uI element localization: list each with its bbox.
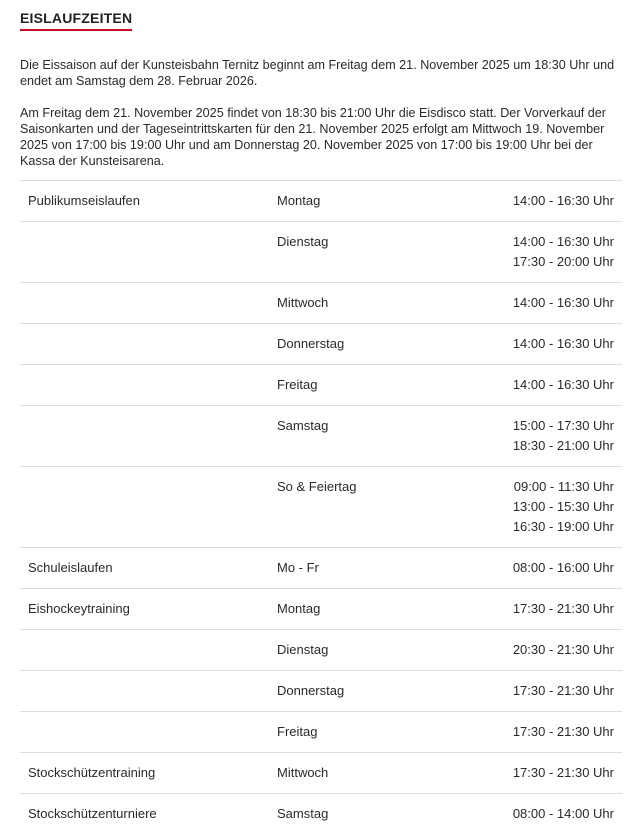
time-cell xyxy=(485,406,622,467)
time-range: 20:30 - 21:30 Uhr xyxy=(493,640,614,660)
day-cell: Dienstag xyxy=(269,630,485,671)
time-cell xyxy=(485,467,622,548)
activity-cell: Schuleislaufen xyxy=(20,548,269,589)
time-range: 14:00 - 16:30 Uhr xyxy=(493,232,614,252)
time-range: 08:00 - 14:00 Uhr xyxy=(493,804,614,824)
time-cell xyxy=(485,324,622,365)
time-cell xyxy=(485,753,622,794)
time-range: 14:00 - 16:30 Uhr xyxy=(493,293,614,313)
day-cell: Samstag xyxy=(269,406,485,467)
intro-paragraph-season: Die Eissaison auf der Kunsteisbahn Ternitz beginnt am Freitag dem 21. November 2025 um 18:30 Uhr und endet am Samstag dem 28. Februar 2026. xyxy=(20,57,622,89)
time-range: 16:30 - 19:00 Uhr xyxy=(493,517,614,537)
page-content xyxy=(20,10,622,169)
activity-cell xyxy=(20,283,269,324)
table-row xyxy=(20,630,622,671)
time-range: 14:00 - 16:30 Uhr xyxy=(493,375,614,395)
day-cell: Donnerstag xyxy=(269,324,485,365)
time-cell xyxy=(485,630,622,671)
table-row xyxy=(20,365,622,406)
time-range: 17:30 - 20:00 Uhr xyxy=(493,252,614,272)
activity-cell xyxy=(20,712,269,753)
intro-text xyxy=(20,57,622,169)
activity-cell: Stockschützentraining xyxy=(20,753,269,794)
time-cell xyxy=(485,671,622,712)
time-cell xyxy=(485,548,622,589)
activity-cell xyxy=(20,324,269,365)
time-range: 14:00 - 16:30 Uhr xyxy=(493,334,614,354)
time-range: 13:00 - 15:30 Uhr xyxy=(493,497,614,517)
table-row xyxy=(20,222,622,283)
activity-cell xyxy=(20,222,269,283)
activity-cell: Stockschützenturniere xyxy=(20,794,269,834)
day-cell: Samstag xyxy=(269,794,485,834)
day-cell: Mittwoch xyxy=(269,753,485,794)
intro-paragraph-presale: Am Freitag dem 21. November 2025 findet von 18:30 bis 21:00 Uhr die Eisdisco statt. Der Vorverkauf der Saisonkarten und der Tageseintrittskarten für den 21. November 2025 erfolgt am Mittwoch 19. November 2025 von 17:00 bis 19:00 Uhr und am Donnerstag 20. November 2025 von 17:00 bis 19:00 Uhr bei der Kassa der Kunsteisarena. xyxy=(20,105,622,169)
day-cell: Dienstag xyxy=(269,222,485,283)
time-range: 14:00 - 16:30 Uhr xyxy=(493,191,614,211)
table-row xyxy=(20,406,622,467)
page-title: EISLAUFZEITEN xyxy=(20,10,132,31)
day-cell: Freitag xyxy=(269,712,485,753)
activity-cell xyxy=(20,365,269,406)
day-cell: Mittwoch xyxy=(269,283,485,324)
table-row xyxy=(20,753,622,794)
activity-cell xyxy=(20,467,269,548)
day-cell: Mo - Fr xyxy=(269,548,485,589)
table-row xyxy=(20,181,622,222)
day-cell: Montag xyxy=(269,589,485,630)
time-cell xyxy=(485,283,622,324)
activity-cell: Eishockeytraining xyxy=(20,589,269,630)
day-cell: So & Feiertag xyxy=(269,467,485,548)
table-row xyxy=(20,548,622,589)
time-cell xyxy=(485,181,622,222)
time-cell xyxy=(485,222,622,283)
day-cell: Montag xyxy=(269,181,485,222)
table-row xyxy=(20,794,622,834)
time-range: 17:30 - 21:30 Uhr xyxy=(493,599,614,619)
table-row xyxy=(20,671,622,712)
schedule-table xyxy=(20,180,622,834)
day-cell: Freitag xyxy=(269,365,485,406)
table-row xyxy=(20,283,622,324)
time-cell xyxy=(485,712,622,753)
schedule-body xyxy=(20,181,622,834)
table-row xyxy=(20,467,622,548)
time-range: 09:00 - 11:30 Uhr xyxy=(493,477,614,497)
table-row xyxy=(20,324,622,365)
time-range: 17:30 - 21:30 Uhr xyxy=(493,722,614,742)
table-row xyxy=(20,712,622,753)
table-row xyxy=(20,589,622,630)
activity-cell xyxy=(20,671,269,712)
activity-cell xyxy=(20,630,269,671)
time-range: 18:30 - 21:00 Uhr xyxy=(493,436,614,456)
time-cell xyxy=(485,589,622,630)
day-cell: Donnerstag xyxy=(269,671,485,712)
activity-cell: Publikumseislaufen xyxy=(20,181,269,222)
activity-cell xyxy=(20,406,269,467)
time-range: 08:00 - 16:00 Uhr xyxy=(493,558,614,578)
time-cell xyxy=(485,794,622,834)
time-range: 17:30 - 21:30 Uhr xyxy=(493,763,614,783)
time-range: 15:00 - 17:30 Uhr xyxy=(493,416,614,436)
time-range: 17:30 - 21:30 Uhr xyxy=(493,681,614,701)
time-cell xyxy=(485,365,622,406)
